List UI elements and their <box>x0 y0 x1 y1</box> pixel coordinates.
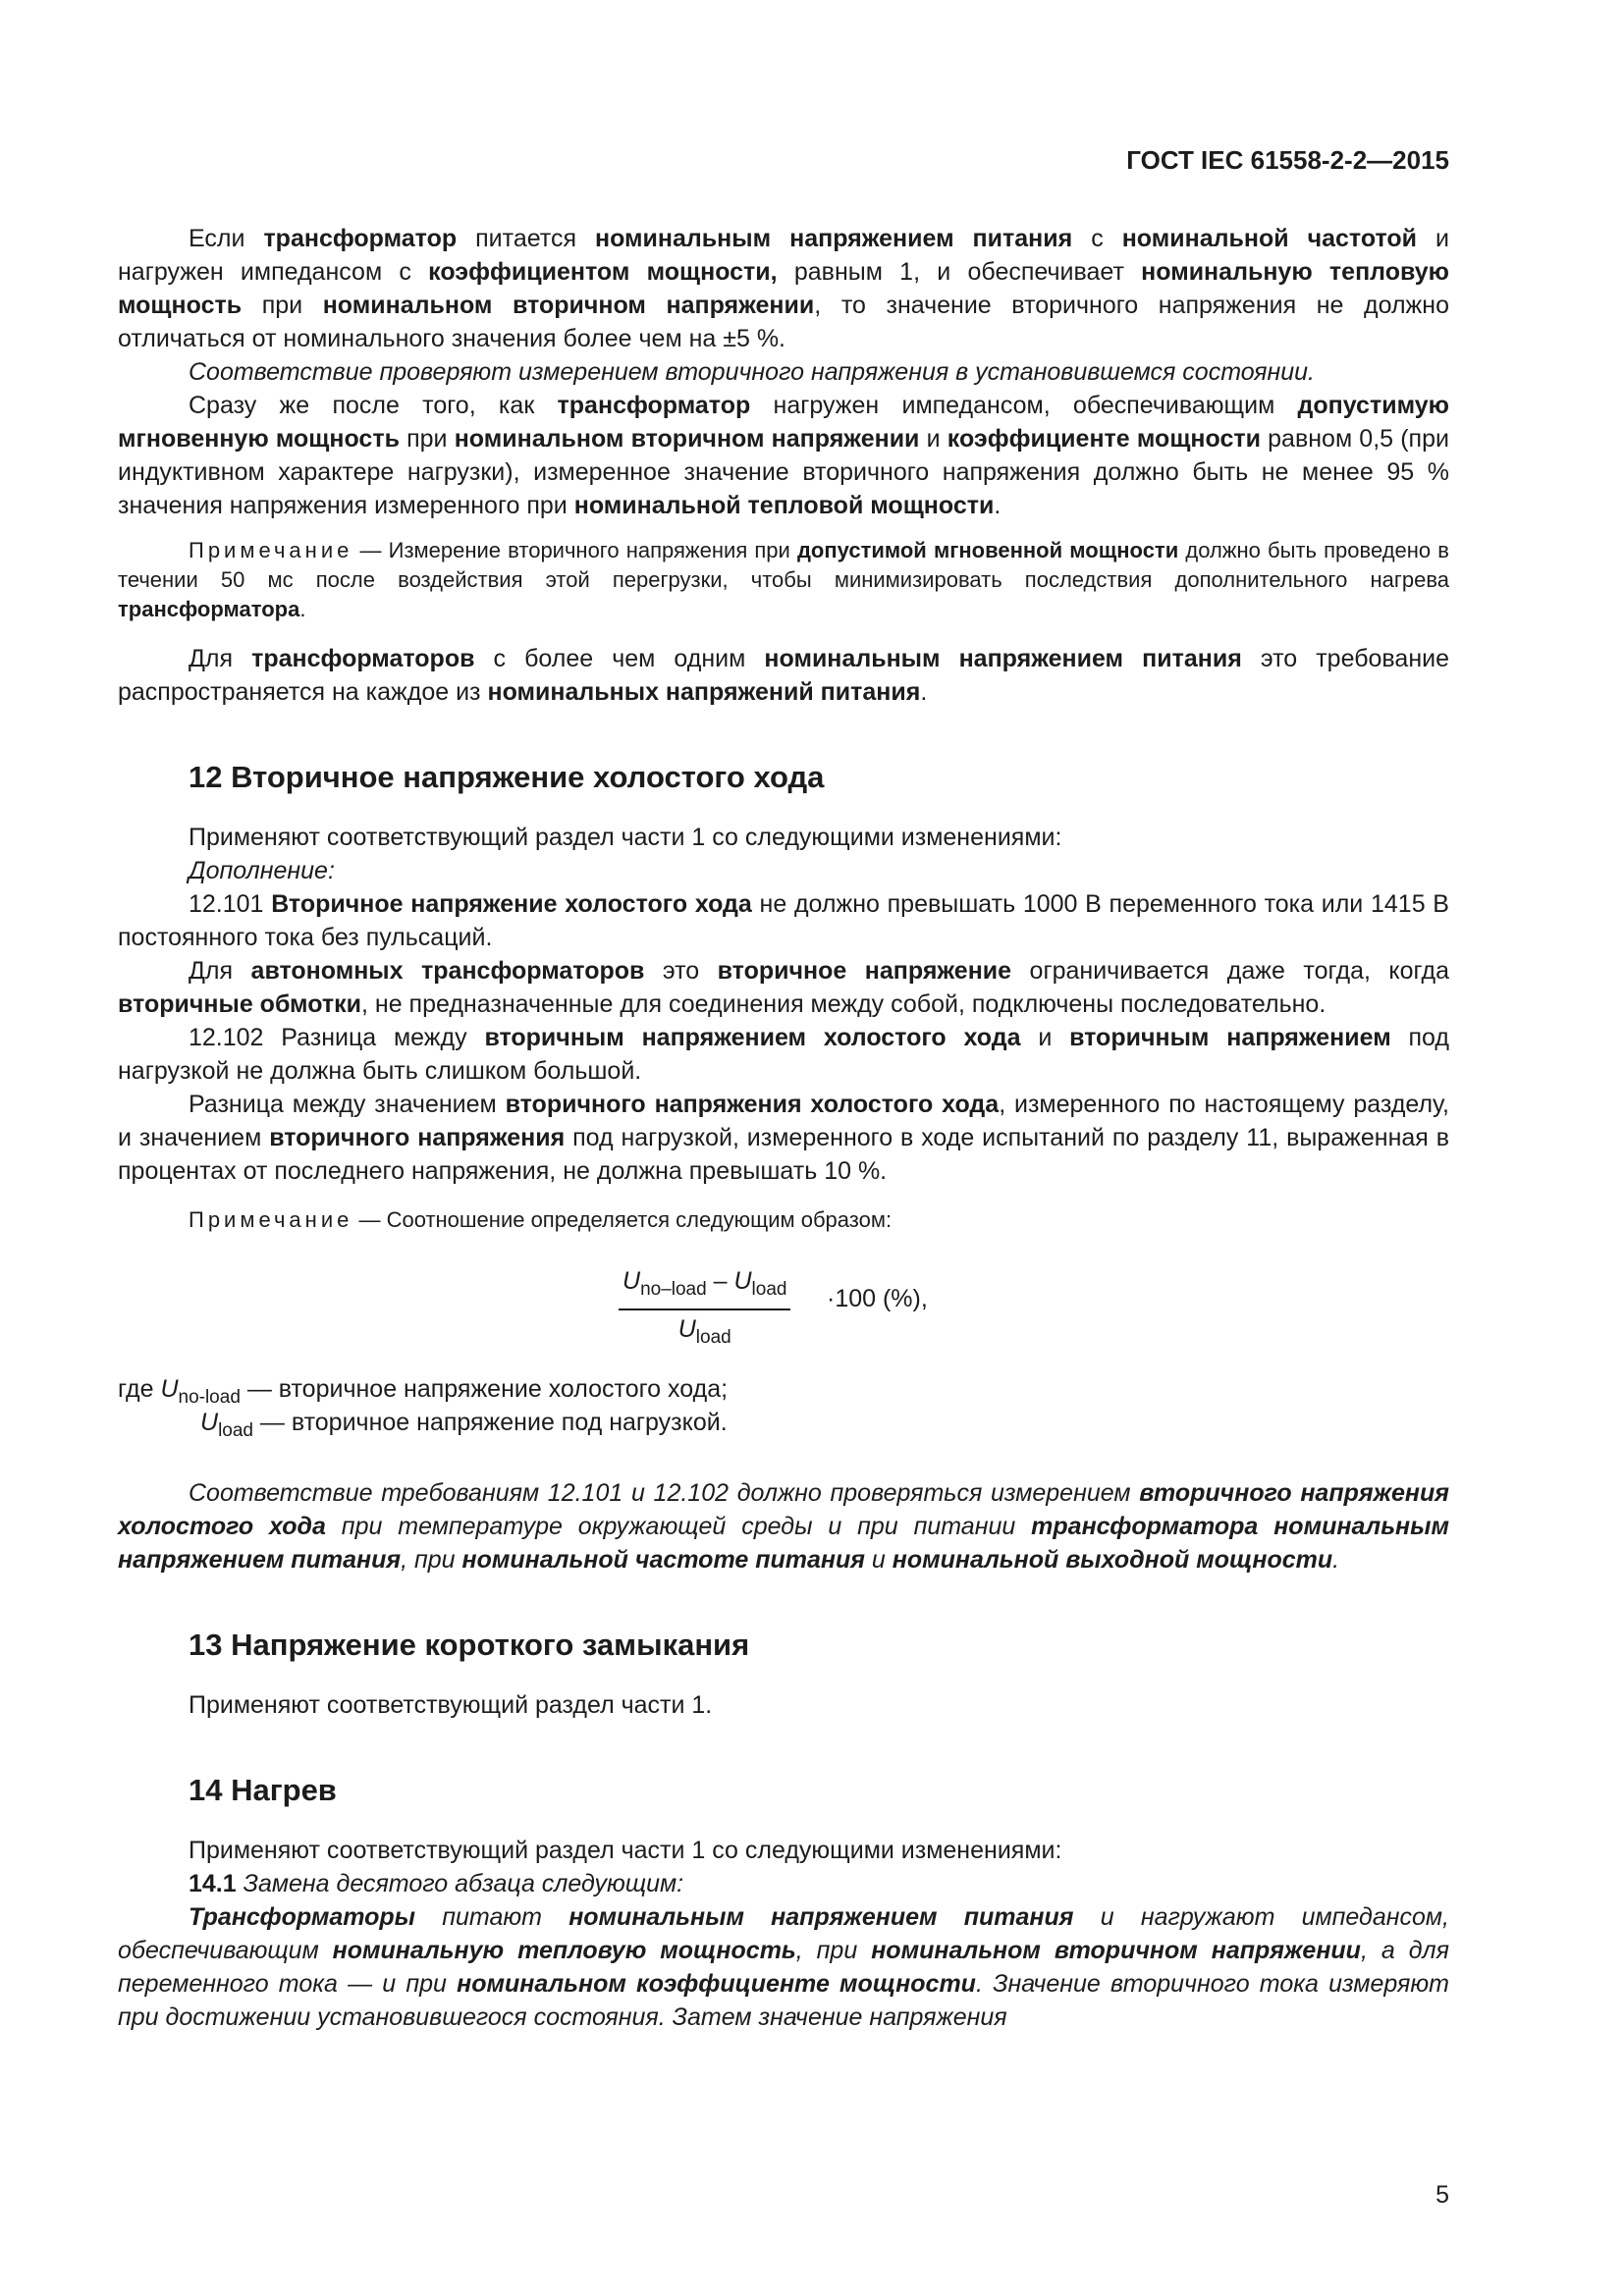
document-body <box>118 222 1449 2034</box>
formula-fraction <box>619 1264 790 1355</box>
note-text: — Измерение вторичного напряжения при допустимой мгновенной мощности должно быть проведено в течении 50 мс после воздействия этой перегрузки, чтобы минимизировать последствия дополнительного нагрева трансформатора. <box>118 538 1449 621</box>
page-number: 5 <box>1435 2181 1449 2209</box>
paragraph: Если трансформатор питается номинальным напряжением питания с номинальной частотой и нагружен импедансом с коэффициентом мощности, равным 1, и обеспечивает номинальную тепловую мощность при номинальном вторичном напряжении, то значение вторичного напряжения не должно отличаться от номинального значения более чем на ±5 %. <box>118 225 1449 352</box>
section-heading-12: 12 Вторичное напряжение холостого хода <box>189 760 825 794</box>
formula <box>118 1256 1449 1364</box>
paragraph: Сразу же после того, как трансформатор нагружен импедансом, обеспечивающим допустимую мгновенную мощность при номинальном вторичном напряжении и коэффициенте мощности равном 0,5 (при индуктивном характере нагрузки), измеренное значение вторичного напряжения должно быть не менее 95 % значения напряжения измеренного при номинальной тепловой мощности. <box>118 392 1449 519</box>
document-page <box>118 0 1449 2296</box>
paragraph: Для автономных трансформаторов это вторичное напряжение ограничивается даже тогда, когда вторичные обмотки, не предназначенные для соединения между собой, подключены последовательно. <box>118 957 1450 1018</box>
formula-denominator: $U_{load}$ <box>677 1315 731 1348</box>
note-paragraph <box>118 536 1449 624</box>
section-heading-14: 14 Нагрев <box>189 1773 337 1807</box>
addition-label: Дополнение: <box>189 857 335 884</box>
document-header: ГОСТ IEC 61558-2-2—2015 <box>1126 145 1449 175</box>
paragraph: Применяют соответствующий раздел части 1 со следующими изменениями: <box>189 1837 1062 1864</box>
paragraph: Трансформаторы питают номинальным напряжением питания и нагружают импедансом, обеспечивающим номинальную тепловую мощность, при номинальном вторичном напряжении, а для переменного тока — и при номинальном коэффициенте мощности. Значение вторичного тока измеряют при достижении установившегося состояния. Затем значение напряжения <box>118 1903 1450 2031</box>
clause-14-1: 14.1 Замена десятого абзаца следующим: <box>189 1870 684 1897</box>
note-label: Примечание <box>189 538 353 562</box>
paragraph: Применяют соответствующий раздел части 1 со следующими изменениями: <box>189 824 1062 851</box>
paragraph: Для трансформаторов с более чем одним номинальным напряжением питания это требование распространяется на каждое из номинальных напряжений питания. <box>118 645 1449 706</box>
paragraph: Разница между значением вторичного напряжения холостого хода, измеренного по настоящему разделу, и значением вторичного напряжения под нагрузкой, измеренного в ходе испытаний по разделу 11, выраженная в процентах от последнего напряжения, не должна превышать 10 %. <box>118 1091 1450 1185</box>
paragraph: Применяют соответствующий раздел части 1. <box>189 1691 713 1719</box>
compliance-paragraph: Соответствие проверяют измерением вторичного напряжения в установившемся состоянии. <box>189 358 1315 386</box>
compliance-paragraph: Соответствие требованиям 12.101 и 12.102 должно проверяться измерением вторичного напряжения холостого хода при температуре окружающей среды и при питании трансформатора номинальным напряжением питания, при номинальной частоте питания и номинальной выходной мощности. <box>118 1479 1449 1574</box>
legend-line-2: $U_{load}$ — вторичное напряжение под нагрузкой. <box>200 1409 728 1441</box>
formula-tail: ·100 (%), <box>827 1285 928 1312</box>
formula-numerator: $U_{no-load} - U_{load}$ <box>619 1264 790 1310</box>
legend-line-1: где $U_{no-load}$ — вторичное напряжение холостого хода; <box>118 1375 729 1408</box>
note-text: — Соотношение определяется следующим образом: <box>352 1207 893 1232</box>
clause-12-101: 12.101 Вторичное напряжение холостого хода не должно превышать 1000 В переменного тока или 1415 В постоянного тока без пульсаций. <box>118 890 1449 951</box>
note-paragraph <box>118 1205 1449 1235</box>
clause-12-102: 12.102 Разница между вторичным напряжением холостого хода и вторичным напряжением под нагрузкой не должна быть слишком большой. <box>118 1024 1449 1085</box>
formula-legend <box>118 1372 1449 1445</box>
note-label: Примечание <box>189 1207 353 1232</box>
section-heading-13: 13 Напряжение короткого замыкания <box>189 1628 750 1662</box>
